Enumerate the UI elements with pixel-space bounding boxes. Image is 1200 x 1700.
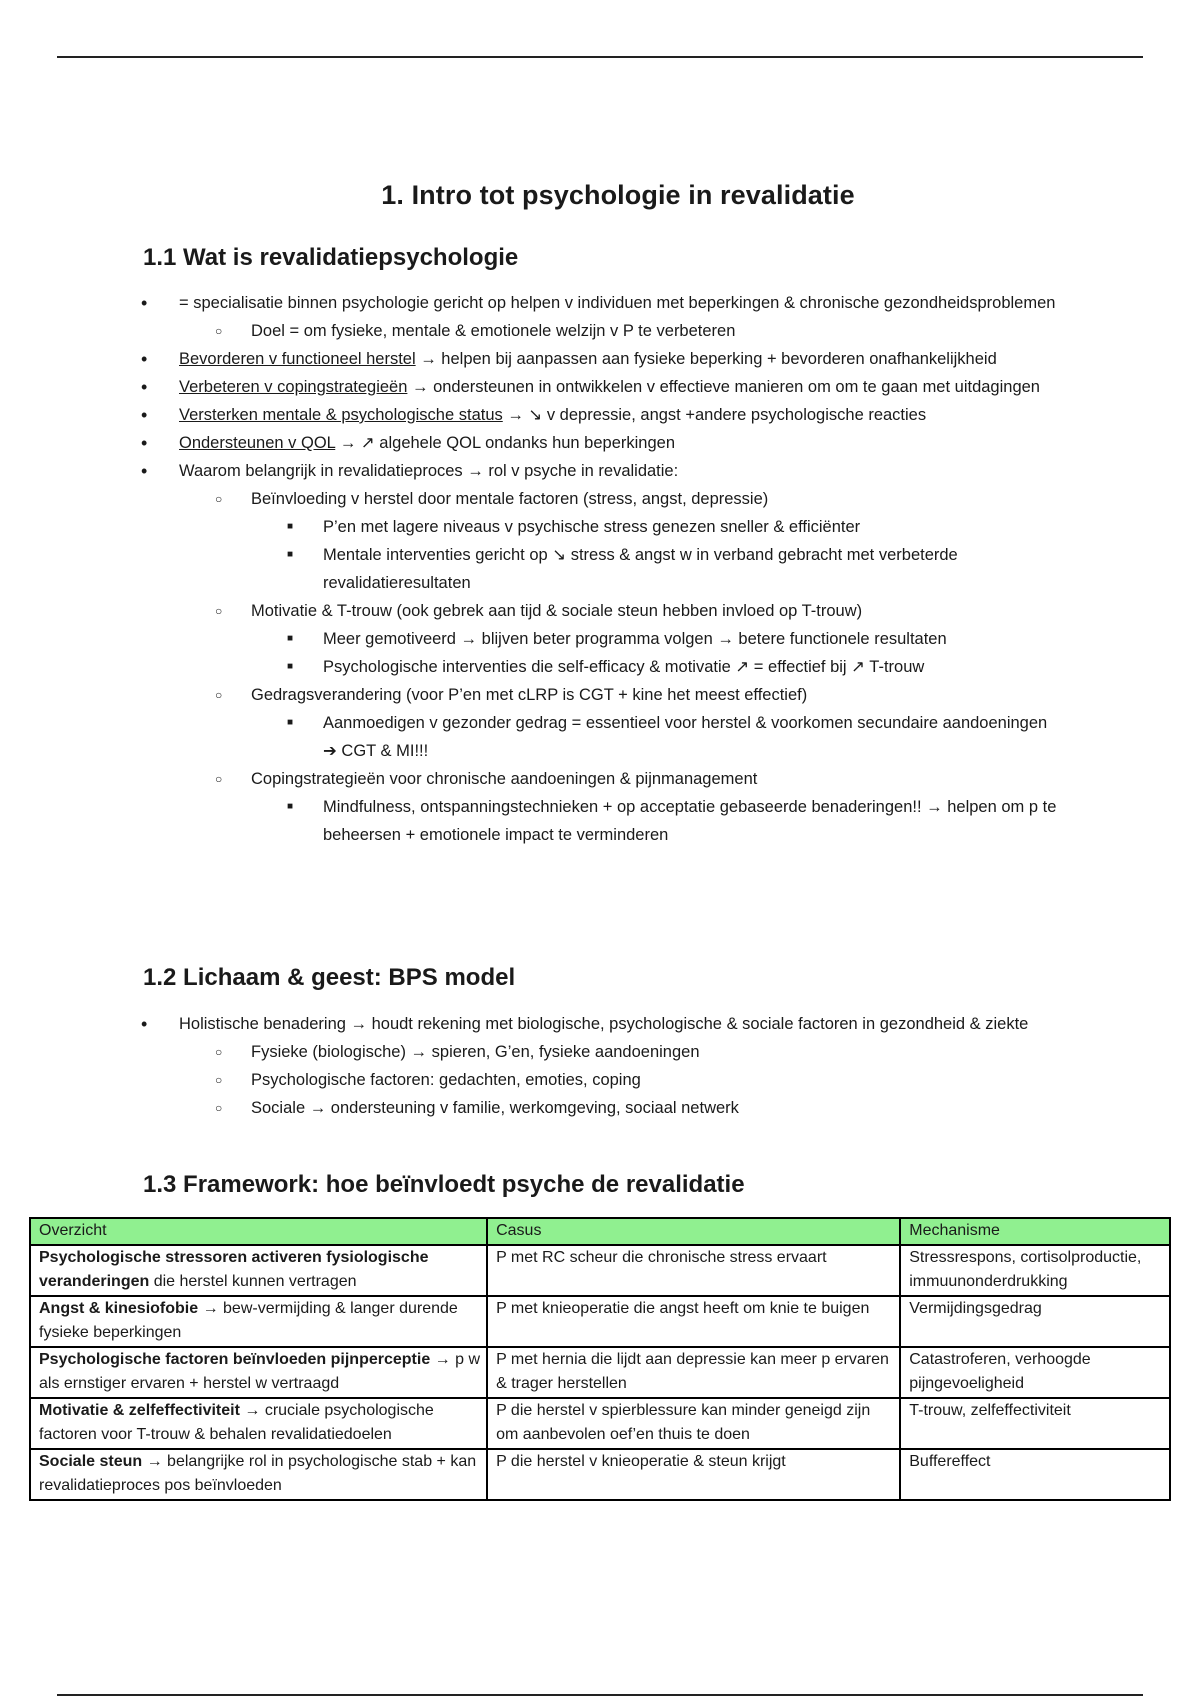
table-cell-mechanisme: Catastroferen, verhoogde pijngevoeligheid xyxy=(900,1347,1170,1398)
bullet-icon: • xyxy=(141,405,148,425)
square-bullet-icon: ■ xyxy=(287,633,294,644)
list-item: ○ Beïnvloeding v herstel door mentale factoren (stress, angst, depressie) xyxy=(0,485,1059,513)
list-item: ○ Doel = om fysieke, mentale & emotionele welzijn v P te verbeteren xyxy=(0,317,1059,345)
square-bullet-icon: ■ xyxy=(287,549,294,560)
bullet-icon: • xyxy=(141,1014,148,1034)
list-item: ■ P’en met lagere niveaus v psychische stress genezen sneller & efficiënter xyxy=(0,513,1059,541)
list-item: ■ Aanmoedigen v gezonder gedrag = essentieel voor herstel & voorkomen secundaire aandoeningen ➔ CGT & MI!!! xyxy=(0,709,1059,765)
column-header: Mechanisme xyxy=(900,1218,1170,1245)
circle-bullet-icon: ○ xyxy=(215,772,223,786)
header-rule xyxy=(57,56,1143,58)
list-item: • Verbeteren v copingstrategieën → ondersteunen in ontwikkelen v effectieve manieren om om te gaan met uitdagingen xyxy=(0,373,1059,401)
column-header: Overzicht xyxy=(30,1218,487,1245)
section-heading-1-1: 1.1 Wat is revalidatiepsychologie xyxy=(143,244,519,271)
table-cell-casus: P met hernia die lijdt aan depressie kan meer p ervaren & trager herstellen xyxy=(487,1347,900,1398)
bullet-icon: • xyxy=(141,293,148,313)
list-item: ○ Psychologische factoren: gedachten, emoties, coping xyxy=(0,1066,1059,1094)
table-cell-overzicht: Angst & kinesiofobie → bew-vermijding & langer durende fysieke beperkingen xyxy=(30,1296,487,1347)
table-cell-mechanisme: Stressrespons, cortisolproductie, immuunonderdrukking xyxy=(900,1245,1170,1296)
list-item: • = specialisatie binnen psychologie gericht op helpen v individuen met beperkingen & chronische gezondheidsproblemen xyxy=(0,289,1059,317)
table-cell-casus: P met RC scheur die chronische stress ervaart xyxy=(487,1245,900,1296)
table-cell-casus: P die herstel v knieoperatie & steun krijgt xyxy=(487,1449,900,1500)
table-row xyxy=(30,1296,1170,1347)
table-cell-mechanisme: Vermijdingsgedrag xyxy=(900,1296,1170,1347)
framework-table xyxy=(29,1217,1171,1501)
list-item: ○ Gedragsverandering (voor P’en met cLRP is CGT + kine het meest effectief) xyxy=(0,681,1059,709)
square-bullet-icon: ■ xyxy=(287,717,294,728)
table-cell-overzicht: Motivatie & zelfeffectiviteit → cruciale psychologische factoren voor T-trouw & behalen revalidatiedoelen xyxy=(30,1398,487,1449)
bullet-icon: • xyxy=(141,433,148,453)
section-1-2-list xyxy=(0,1010,1200,1122)
table-header-row xyxy=(30,1218,1170,1245)
list-item: • Holistische benadering → houdt rekening met biologische, psychologische & sociale factoren in gezondheid & ziekte xyxy=(0,1010,1059,1038)
footer-rule xyxy=(57,1694,1143,1696)
list-item: • Bevorderen v functioneel herstel → helpen bij aanpassen aan fysieke beperking + bevorderen onafhankelijkheid xyxy=(0,345,1059,373)
list-item: • Ondersteunen v QOL → ↗ algehele QOL ondanks hun beperkingen xyxy=(0,429,1059,457)
table-cell-casus: P die herstel v spierblessure kan minder geneigd zijn om aanbevolen oef’en thuis te doen xyxy=(487,1398,900,1449)
bullet-icon: • xyxy=(141,349,148,369)
table-row xyxy=(30,1449,1170,1500)
table-row xyxy=(30,1347,1170,1398)
circle-bullet-icon: ○ xyxy=(215,492,223,506)
circle-bullet-icon: ○ xyxy=(215,324,223,338)
list-item: ■ Mindfulness, ontspanningstechnieken + op acceptatie gebaseerde benaderingen!! → helpen om p te beheersen + emotionele impact te verminderen xyxy=(0,793,1059,849)
list-item: ○ Fysieke (biologische) → spieren, G’en, fysieke aandoeningen xyxy=(0,1038,1059,1066)
table-cell-overzicht: Sociale steun → belangrijke rol in psychologische stab + kan revalidatieproces pos beïnvloeden xyxy=(30,1449,487,1500)
circle-bullet-icon: ○ xyxy=(215,604,223,618)
table-cell-casus: P met knieoperatie die angst heeft om knie te buigen xyxy=(487,1296,900,1347)
list-item: ■ Meer gemotiveerd → blijven beter programma volgen → betere functionele resultaten xyxy=(0,625,1059,653)
table-cell-mechanisme: T-trouw, zelfeffectiviteit xyxy=(900,1398,1170,1449)
circle-bullet-icon: ○ xyxy=(215,1045,223,1059)
section-1-1-list xyxy=(0,289,1200,849)
section-heading-1-3: 1.3 Framework: hoe beïnvloedt psyche de revalidatie xyxy=(143,1171,745,1198)
page-title: 1. Intro tot psychologie in revalidatie xyxy=(381,180,855,210)
bullet-icon: • xyxy=(141,377,148,397)
list-item: • Waarom belangrijk in revalidatieproces → rol v psyche in revalidatie: xyxy=(0,457,1059,485)
table-cell-overzicht: Psychologische factoren beïnvloeden pijnperceptie → p w als ernstiger ervaren + herstel w vertraagd xyxy=(30,1347,487,1398)
table-row xyxy=(30,1398,1170,1449)
list-item: ■ Psychologische interventies die self-efficacy & motivatie ↗ = effectief bij ↗ T-trouw xyxy=(0,653,1059,681)
table-cell-mechanisme: Buffereffect xyxy=(900,1449,1170,1500)
square-bullet-icon: ■ xyxy=(287,801,294,812)
table-cell-overzicht: Psychologische stressoren activeren fysiologische veranderingen die herstel kunnen vertragen xyxy=(30,1245,487,1296)
square-bullet-icon: ■ xyxy=(287,661,294,672)
list-item: ○ Copingstrategieën voor chronische aandoeningen & pijnmanagement xyxy=(0,765,1059,793)
list-item: • Versterken mentale & psychologische status → ↘ v depressie, angst +andere psychologische reacties xyxy=(0,401,1059,429)
circle-bullet-icon: ○ xyxy=(215,688,223,702)
circle-bullet-icon: ○ xyxy=(215,1101,223,1115)
list-item: ○ Motivatie & T-trouw (ook gebrek aan tijd & sociale steun hebben invloed op T-trouw) xyxy=(0,597,1059,625)
square-bullet-icon: ■ xyxy=(287,521,294,532)
section-heading-1-2: 1.2 Lichaam & geest: BPS model xyxy=(143,964,516,991)
column-header: Casus xyxy=(487,1218,900,1245)
list-item: ○ Sociale → ondersteuning v familie, werkomgeving, sociaal netwerk xyxy=(0,1094,1059,1122)
table-row xyxy=(30,1245,1170,1296)
list-item: ■ Mentale interventies gericht op ↘ stress & angst w in verband gebracht met verbeterde revalidatieresultaten xyxy=(0,541,1059,597)
bullet-icon: • xyxy=(141,461,148,481)
circle-bullet-icon: ○ xyxy=(215,1073,223,1087)
